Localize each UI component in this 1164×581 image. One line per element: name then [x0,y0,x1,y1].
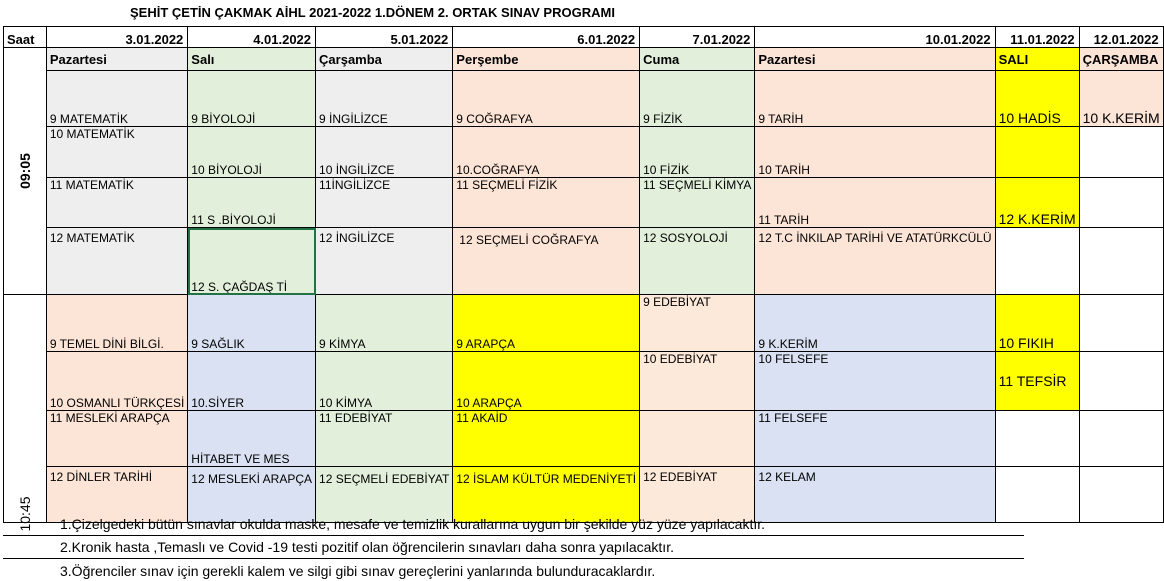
exam-cell[interactable]: 9 FİZİK [640,71,755,127]
exam-cell[interactable] [995,228,1079,295]
session-time-label: 09:05 [16,153,33,189]
day-cell[interactable]: Pazartesi [755,48,995,71]
exam-cell[interactable]: 10 ARAPÇA [453,352,640,411]
schedule-row [4,127,1164,178]
schedule-row [4,178,1164,228]
exam-cell[interactable] [1079,411,1163,467]
date-cell[interactable]: 11.01.2022 [995,27,1079,48]
exam-cell[interactable]: 10 FIKIH [995,295,1079,352]
exam-cell[interactable] [1079,127,1163,178]
exam-cell[interactable]: 12 DİNLER TARİHİ [46,467,187,523]
exam-cell[interactable]: 9 KİMYA [316,295,453,352]
day-cell[interactable]: Salı [188,48,316,71]
exam-cell[interactable]: 10 KİMYA [316,352,453,411]
exam-cell[interactable]: 10 EDEBİYAT [640,352,755,411]
exam-cell[interactable]: 11 TEFSİR [995,352,1079,411]
note-text: 1.Çizelgedeki bütün sınavlar okulda maske, mesafe ve temizlik kurallarına uygun bir şekilde yüz yüze yapılacaktır. [60,516,766,532]
exam-cell[interactable]: 11İNGİLİZCE [316,178,453,228]
date-cell[interactable]: 4.01.2022 [188,27,316,48]
exam-cell[interactable] [1079,352,1163,411]
note-row[interactable] [3,515,1024,536]
note-text: 2.Kronik hasta ,Temaslı ve Covid -19 testi pozitif olan öğrencilerin sınavları daha sonra yapılacaktır. [60,539,674,555]
exam-cell[interactable]: 12 SEÇMELİ EDEBİYAT [316,467,453,523]
exam-cell[interactable]: 9 BİYOLOJİ [188,71,316,127]
exam-cell[interactable]: 10 HADİS [995,71,1079,127]
schedule-row [4,411,1164,467]
exam-cell[interactable]: 12 MESLEKİ ARAPÇA [188,467,316,523]
exam-cell[interactable]: 9 TARİH [755,71,995,127]
exam-cell[interactable]: 9 İNGİLİZCE [316,71,453,127]
exam-cell[interactable]: 9 ARAPÇA [453,295,640,352]
exam-cell[interactable] [1079,178,1163,228]
exam-cell[interactable] [1079,295,1163,352]
schedule-row [4,352,1164,411]
exam-cell[interactable]: 10 FELSEFE [755,352,995,411]
exam-cell[interactable]: 11 TARİH [755,178,995,228]
day-cell[interactable]: Cuma [640,48,755,71]
exam-cell[interactable]: 10 FİZİK [640,127,755,178]
exam-cell[interactable]: 11 S .BİYOLOJİ [188,178,316,228]
exam-cell[interactable]: 10.COĞRAFYA [453,127,640,178]
date-cell[interactable]: 5.01.2022 [316,27,453,48]
exam-cell[interactable]: 12 T.C İNKILAP TARİHİ VE ATATÜRKCÜLÜ [755,228,995,295]
exam-cell[interactable]: 12 EDEBİYAT [640,467,755,523]
exam-cell[interactable] [640,411,755,467]
exam-cell[interactable]: 12 SEÇMELİ COĞRAFYA [453,228,640,295]
exam-cell[interactable]: 10 K.KERİM [1079,71,1163,127]
exam-cell[interactable] [1079,467,1163,523]
day-cell[interactable]: Pazartesi [46,48,187,71]
session-time-cell[interactable] [4,295,47,532]
exam-cell[interactable]: 10 MATEMATİK [46,127,187,178]
exam-cell[interactable]: 11 FELSEFE [755,411,995,467]
day-cell[interactable]: Perşembe [453,48,640,71]
exam-cell[interactable]: 11 MESLEKİ ARAPÇA [46,411,187,467]
note-text: 3.Öğrenciler sınav için gerekli kalem ve silgi gibi sınav gereçlerini yanlarında bulunduracaklardır. [60,563,656,579]
exam-cell[interactable]: 11 AKAİD [453,411,640,467]
date-cell[interactable]: 10.01.2022 [755,27,995,48]
note-row[interactable] [3,561,1024,581]
session-time-cell[interactable] [4,48,47,295]
exam-cell[interactable]: 9 COĞRAFYA [453,71,640,127]
exam-cell[interactable]: 10 TARİH [755,127,995,178]
exam-cell[interactable] [995,127,1079,178]
day-cell[interactable]: SALI [995,48,1079,71]
exam-cell[interactable]: 11 SEÇMELİ KİMYA [640,178,755,228]
exam-cell[interactable]: 9 MATEMATİK [46,71,187,127]
schedule-row [4,228,1164,295]
day-cell[interactable]: ÇARŞAMBA [1079,48,1163,71]
dates-row [4,27,1164,48]
exam-cell[interactable]: 10 OSMANLI TÜRKÇESİ [46,352,187,411]
exam-cell[interactable] [995,411,1079,467]
exam-cell[interactable]: 12 SOSYOLOJİ [640,228,755,295]
days-row [4,48,1164,71]
session-time-label: 10:45 [16,496,33,532]
exam-cell[interactable]: 11 EDEBİYAT [316,411,453,467]
exam-cell[interactable]: 11 MATEMATİK [46,178,187,228]
day-cell[interactable]: Çarşamba [316,48,453,71]
exam-cell[interactable]: 12 KELAM [755,467,995,523]
exam-cell[interactable]: 10 BİYOLOJİ [188,127,316,178]
exam-cell[interactable]: 9 K.KERİM [755,295,995,352]
exam-program-title[interactable]: ŞEHİT ÇETİN ÇAKMAK AİHL 2021-2022 1.DÖNEM 2. ORTAK SINAV PROGRAMI [130,5,615,20]
date-cell[interactable]: 7.01.2022 [640,27,755,48]
sheet-title-row[interactable] [0,0,1024,26]
saat-header[interactable]: Saat [4,27,47,48]
exam-cell[interactable]: 12 K.KERİM [995,178,1079,228]
note-row[interactable] [3,538,1024,559]
exam-cell[interactable] [1079,228,1163,295]
exam-cell[interactable]: 10 İNGİLİZCE [316,127,453,178]
exam-cell[interactable]: 10.SİYER [188,352,316,411]
exam-cell[interactable]: 9 SAĞLIK [188,295,316,352]
exam-cell[interactable]: 11 SEÇMELİ FİZİK [453,178,640,228]
exam-cell[interactable]: 9 EDEBİYAT [640,295,755,352]
schedule-row [4,295,1164,352]
date-cell[interactable]: 12.01.2022 [1079,27,1163,48]
exam-cell[interactable]: 12 MATEMATİK [46,228,187,295]
exam-cell[interactable]: 9 TEMEL DİNİ BİLGİ. [46,295,187,352]
schedule-row [4,71,1164,127]
exam-cell-selected[interactable]: 12 S. ÇAĞDAŞ Tİ [188,228,316,295]
exam-cell[interactable]: 12 İNGİLİZCE [316,228,453,295]
exam-cell[interactable]: 12 İSLAM KÜLTÜR MEDENİYETİ [453,467,640,523]
date-cell[interactable]: 3.01.2022 [46,27,187,48]
exam-cell[interactable]: HİTABET VE MES [188,411,316,467]
date-cell[interactable]: 6.01.2022 [453,27,640,48]
